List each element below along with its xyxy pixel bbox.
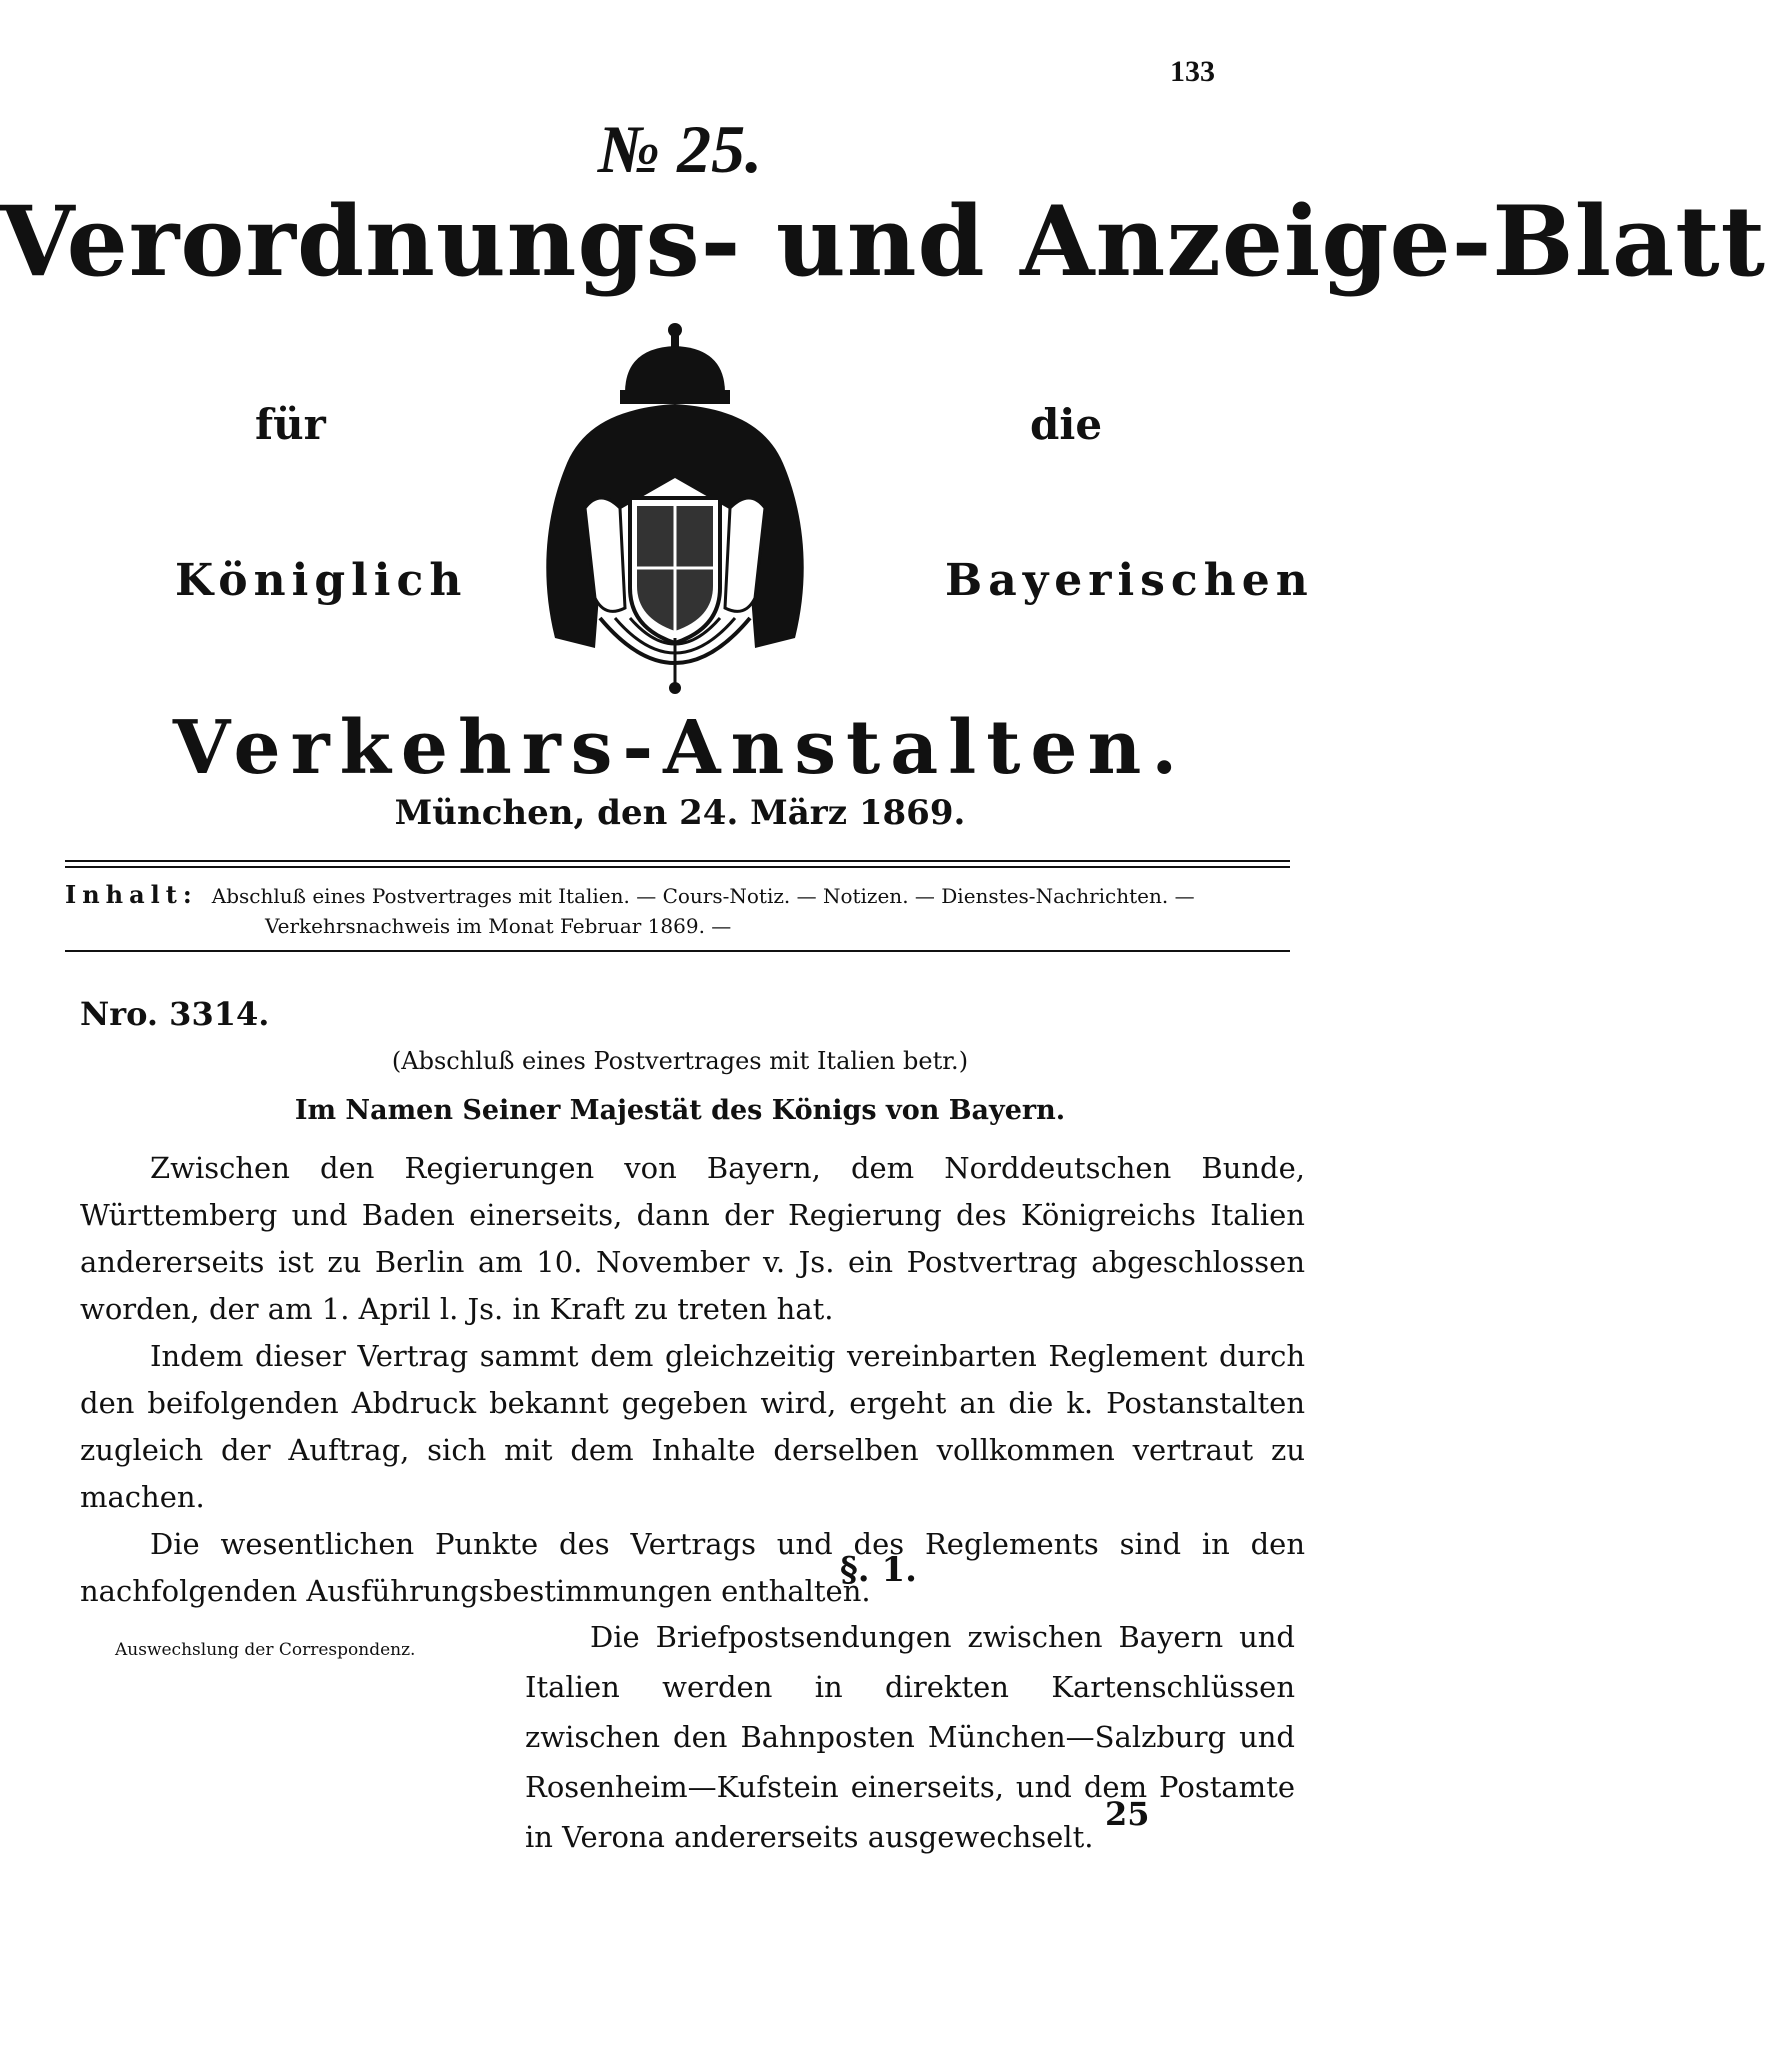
bavarian-coat-of-arms-icon	[525, 318, 825, 698]
masthead-verkehrs-anstalten: Verkehrs-Anstalten.	[172, 705, 1188, 791]
section-body	[525, 1612, 1295, 1862]
divider-rule	[65, 866, 1290, 868]
paragraph: Zwischen den Regierungen von Bayern, dem Norddeutschen Bunde, Württemberg und Baden einerseits, dann der Regierung des Königreichs Italien andererseits ist zu Berlin am 10. November v. Js. ein Postvertrag abgeschlossen worden, der am 1. April l. Js. in Kraft zu treten hat.	[80, 1151, 1305, 1326]
divider-rule	[65, 950, 1290, 952]
article-body	[80, 1145, 1305, 1615]
article-subject: (Abschluß eines Postvertrages mit Italien betr.)	[391, 1047, 969, 1075]
masthead-bayerischen: Bayerischen	[945, 555, 1314, 606]
contents-line-2: Verkehrsnachweis im Monat Februar 1869. —	[265, 914, 732, 938]
issue-number: № 25.	[597, 111, 763, 187]
section-heading: §. 1.	[840, 1550, 917, 1590]
contents-line-1: Abschluß eines Postvertrages mit Italien. — Cours-Notiz. — Notizen. — Dienstes-Nachrichten. —	[211, 884, 1195, 908]
divider-rule	[65, 860, 1290, 862]
contents-box	[65, 880, 1295, 941]
dateline: München, den 24. März 1869.	[394, 793, 966, 833]
signature-mark: 25	[1105, 1795, 1150, 1833]
margin-note: Auswechslung der Correspondenz.	[115, 1640, 416, 1660]
masthead-koeniglich: Königlich	[175, 555, 468, 606]
contents-label: Inhalt:	[65, 880, 198, 909]
masthead-die: die	[1030, 400, 1103, 449]
page-number: 133	[1170, 55, 1215, 88]
masthead-fuer: für	[255, 400, 326, 449]
paragraph: Die wesentlichen Punkte des Vertrags und des Reglements sind in den nachfolgenden Ausführungsbestimmungen enthalten.	[80, 1527, 1305, 1608]
article-heading: Im Namen Seiner Majestät des Königs von Bayern.	[294, 1095, 1066, 1126]
article-number: Nro. 3314.	[80, 995, 270, 1033]
paragraph: Die Briefpostsendungen zwischen Bayern und Italien werden in direkten Kartenschlüssen zwischen den Bahnposten München—Salzburg und Rosenheim—Kufstein einerseits, und dem Postamte in Verona andererseits ausgewechselt.	[525, 1620, 1295, 1854]
masthead-title: Verordnungs- und Anzeige-Blatt	[0, 185, 1766, 298]
paragraph: Indem dieser Vertrag sammt dem gleichzeitig vereinbarten Reglement durch den beifolgenden Abdruck bekannt gegeben wird, ergeht an die k. Postanstalten zugleich der Auftrag, sich mit dem Inhalte derselben vollkommen vertraut zu machen.	[80, 1339, 1305, 1514]
